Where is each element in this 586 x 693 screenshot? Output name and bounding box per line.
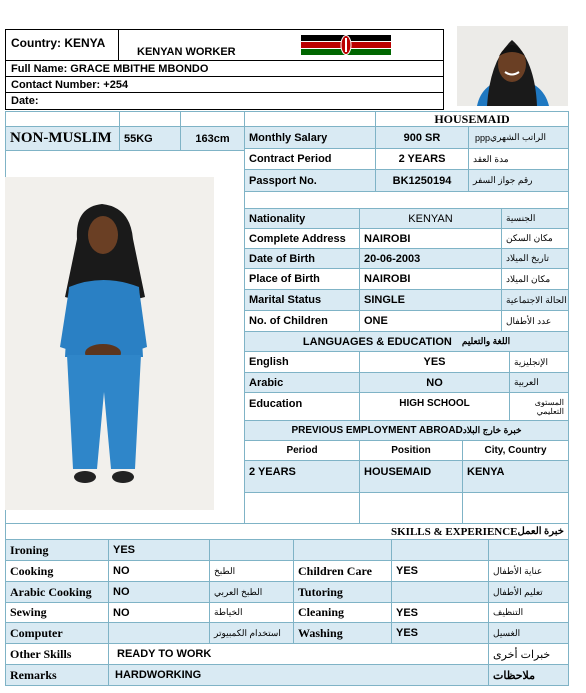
passport-label-cell [244,169,376,192]
skills-title: SKILLS & EXPERIENCE [390,525,518,538]
washing-ar: الغسيل [493,627,521,638]
other-skills-label: Other Skills [10,646,72,661]
employment-header [244,420,569,441]
skill-ironing-label [5,539,109,561]
english-value: YES [423,356,446,368]
date-field [5,92,444,110]
employment-city: KENYA [467,466,505,478]
full-name-field [5,60,444,77]
details-spacer [244,191,569,209]
address-ar: مكان السكن [506,233,553,243]
skill-washing-value [391,622,489,644]
employment-row [244,460,360,493]
education-value: HIGH SCHOOL [399,398,470,409]
skill-washing-ar [488,622,569,644]
children-label: No. of Children [249,315,328,327]
english-ar-cell [509,351,569,373]
skill-cooking-label [5,560,109,582]
nationality-value: KENYAN [408,212,453,225]
skill-tutoring-value [391,581,489,603]
skill-arabic-cooking-value [108,581,210,603]
pob-label: Place of Birth [249,273,320,285]
kenya-flag-icon [301,35,391,55]
monthly-salary-value: 900 SR [403,131,441,144]
arabic-label: Arabic [249,376,284,389]
employment-col-position [359,440,463,461]
skill-ironing-ar [209,539,294,561]
education-ar-cell [509,392,569,421]
remarks-ar-cell [488,664,569,686]
header-spacer-cell [119,111,181,127]
ironing-value: YES [113,544,136,556]
passport-ar: رقم جواز السفر [473,175,533,185]
employment-title: PREVIOUS EMPLOYMENT ABROAD [291,425,463,436]
arabic-ar-cell [509,372,569,393]
nationality-value-cell [359,208,502,229]
languages-title: LANGUAGES & EDUCATION [302,335,452,348]
skill-arabic-cooking-ar [209,581,294,603]
skill-empty-right [391,539,489,561]
full-body-photo [5,177,214,510]
nationality-label: Nationality [249,212,306,225]
skill-sewing-label [5,602,109,623]
languages-header [244,331,569,352]
other-skills-value: READY TO WORK [117,648,212,660]
children-value: ONE [364,315,388,327]
pob-value-cell [359,268,502,290]
dob-value: 20-06-2003 [364,252,421,265]
employment-empty-row [359,492,463,524]
skill-tutoring-ar [488,581,569,603]
skill-sewing-ar [209,602,294,623]
monthly-salary-label: Monthly Salary [249,131,328,144]
childcare-ar: عناية الأطفال [493,565,543,576]
nationality-label-cell [244,208,360,229]
computer-ar: استخدام الكمبيوتر [214,627,281,638]
children-label-cell [244,310,360,332]
ironing-label: Ironing [10,542,49,557]
employment-position: HOUSEMAID [364,466,432,478]
address-label-cell [244,228,360,249]
childcare-value: YES [396,565,419,577]
skill-empty-right [293,539,392,561]
skill-computer-value [108,622,210,644]
computer-label: Computer [10,625,63,640]
skill-cooking-ar [209,560,294,582]
pob-value: NAIROBI [364,273,411,285]
employment-row [462,460,569,493]
country-field [5,29,119,61]
address-label: Complete Address [249,232,346,245]
worker-title: KENYAN WORKER [137,46,236,58]
marital-value-cell [359,289,502,311]
country-label: Country: KENYA [11,36,106,50]
monthly-salary-ar: الراتب الشهري [490,132,547,142]
pob-ar-cell [501,268,569,290]
employment-period: 2 YEARS [249,466,296,478]
cleaning-ar: التنظيف [493,607,524,617]
header-title-box [118,29,444,61]
skill-arabic-cooking-label [5,581,109,603]
address-value-cell [359,228,502,249]
skill-cooking-value [108,560,210,582]
skill-empty-right [488,539,569,561]
tutoring-ar: تعليم الأطفال [493,586,543,597]
arabic-value: NO [426,376,443,389]
employment-col-city [462,440,569,461]
arabic-label-cell [244,372,360,393]
remarks-ar: ملاحظات [493,669,535,682]
contact-number: Contact Number: +254 [11,78,129,91]
employment-empty-row [244,492,360,524]
education-label: Education [249,398,303,410]
header-spacer-cell [244,111,376,127]
remarks-label: Remarks [10,667,57,682]
childcare-label: Children Care [298,563,372,578]
dob-label: Date of Birth [249,252,315,265]
contract-period-ar: مدة العقد [473,153,509,164]
cooking-value: NO [113,565,130,577]
employment-col-period [244,440,360,461]
children-value-cell [359,310,502,332]
arabic-value-cell [359,372,510,393]
cooking-label: Cooking [10,563,54,578]
cleaning-label: Cleaning [298,605,345,619]
full-name: Full Name: GRACE MBITHE MBONDO [11,62,209,75]
passport-value: BK1250194 [392,174,452,187]
skills-header [5,523,569,540]
arabic-ar: العربية [514,377,539,387]
education-value-cell [359,392,510,421]
religion: NON-MUSLIM [10,130,112,146]
skill-cleaning-value [391,602,489,623]
salary-label-cell [244,126,376,149]
remarks-label-cell [5,664,109,686]
skill-sewing-value [108,602,210,623]
contract-ar-cell [468,148,569,170]
remarks-value-cell [108,664,489,686]
contract-period-value: 2 YEARS [398,153,446,165]
other-skills-ar-cell [488,643,569,665]
skills-title-ar: خبرة العمل [517,526,564,537]
marital-label: Marital Status [249,294,322,306]
cooking-ar: الطبخ [214,565,236,576]
religion-cell [5,126,120,151]
washing-label: Washing [298,625,343,640]
skill-ironing-value [108,539,210,561]
english-ar: الإنجليزية [514,356,548,367]
period-header: Period [286,445,318,456]
skill-childcare-label [293,560,392,582]
skill-tutoring-label [293,581,392,603]
children-ar-cell [501,310,569,332]
pob-ar: مكان الميلاد [506,273,551,284]
washing-value: YES [396,627,419,639]
passport-ar-cell [468,169,569,192]
sewing-ar: الخياطة [214,607,243,617]
remarks-value: HARDWORKING [115,669,202,681]
arabic-cooking-ar: الطبخ العربي [214,586,263,597]
height: 163cm [195,132,230,145]
contract-period-label: Contract Period [249,153,332,165]
skill-cleaning-label [293,602,392,623]
address-value: NAIROBI [364,232,411,245]
marital-value: SINGLE [364,294,405,306]
cleaning-value: YES [396,606,419,619]
sewing-value: NO [113,606,130,619]
salary-ar-cell [468,126,569,149]
skill-computer-ar [209,622,294,644]
dob-ar: تاريخ الميلاد [506,253,549,263]
employment-empty-row [462,492,569,524]
nationality-ar: الجنسية [506,213,536,223]
other-skills-label-cell [5,643,109,665]
skill-childcare-ar [488,560,569,582]
salary-prefix: ppp [475,132,491,143]
salary-value-cell [375,126,469,149]
dob-value-cell [359,248,502,269]
marital-label-cell [244,289,360,311]
header-spacer-cell [180,111,245,127]
other-skills-value-cell [108,643,489,665]
contract-value-cell [375,148,469,170]
skill-cleaning-ar [488,602,569,623]
height-cell [180,126,245,151]
tutoring-label: Tutoring [298,584,343,599]
english-label-cell [244,351,360,373]
contract-label-cell [244,148,376,170]
nationality-ar-cell [501,208,569,229]
headshot-photo [457,26,568,106]
arabic-cooking-label: Arabic Cooking [10,584,92,599]
position-title: HOUSEMAID [434,111,510,126]
skill-washing-label [293,622,392,644]
weight: 55KG [124,132,153,145]
skill-computer-label [5,622,109,644]
city-header: City, Country [484,445,547,456]
address-ar-cell [501,228,569,249]
arabic-cooking-value: NO [113,586,130,598]
passport-label: Passport No. [249,174,317,187]
employment-row [359,460,463,493]
sewing-label: Sewing [10,605,47,619]
passport-value-cell [375,169,469,192]
children-ar: عدد الأطفال [506,315,552,326]
skill-childcare-value [391,560,489,582]
position-cell [375,111,569,127]
marital-ar: الحالة الاجتماعية [506,294,567,305]
header-spacer-cell [5,111,120,127]
weight-cell [119,126,181,151]
languages-title-ar: اللغة والتعليم [461,336,511,346]
position-header: Position [391,445,431,456]
dob-label-cell [244,248,360,269]
pob-label-cell [244,268,360,290]
contact-field [5,76,444,93]
employment-title-ar: خبرة خارج البلاد [462,425,522,435]
dob-ar-cell [501,248,569,269]
english-label: English [249,356,289,368]
date-label: Date: [11,95,39,107]
other-skills-ar: خبرات أخرى [493,648,551,661]
education-ar: المستوى التعليمي [534,397,564,416]
education-label-cell [244,392,360,421]
english-value-cell [359,351,510,373]
marital-ar-cell [501,289,569,311]
